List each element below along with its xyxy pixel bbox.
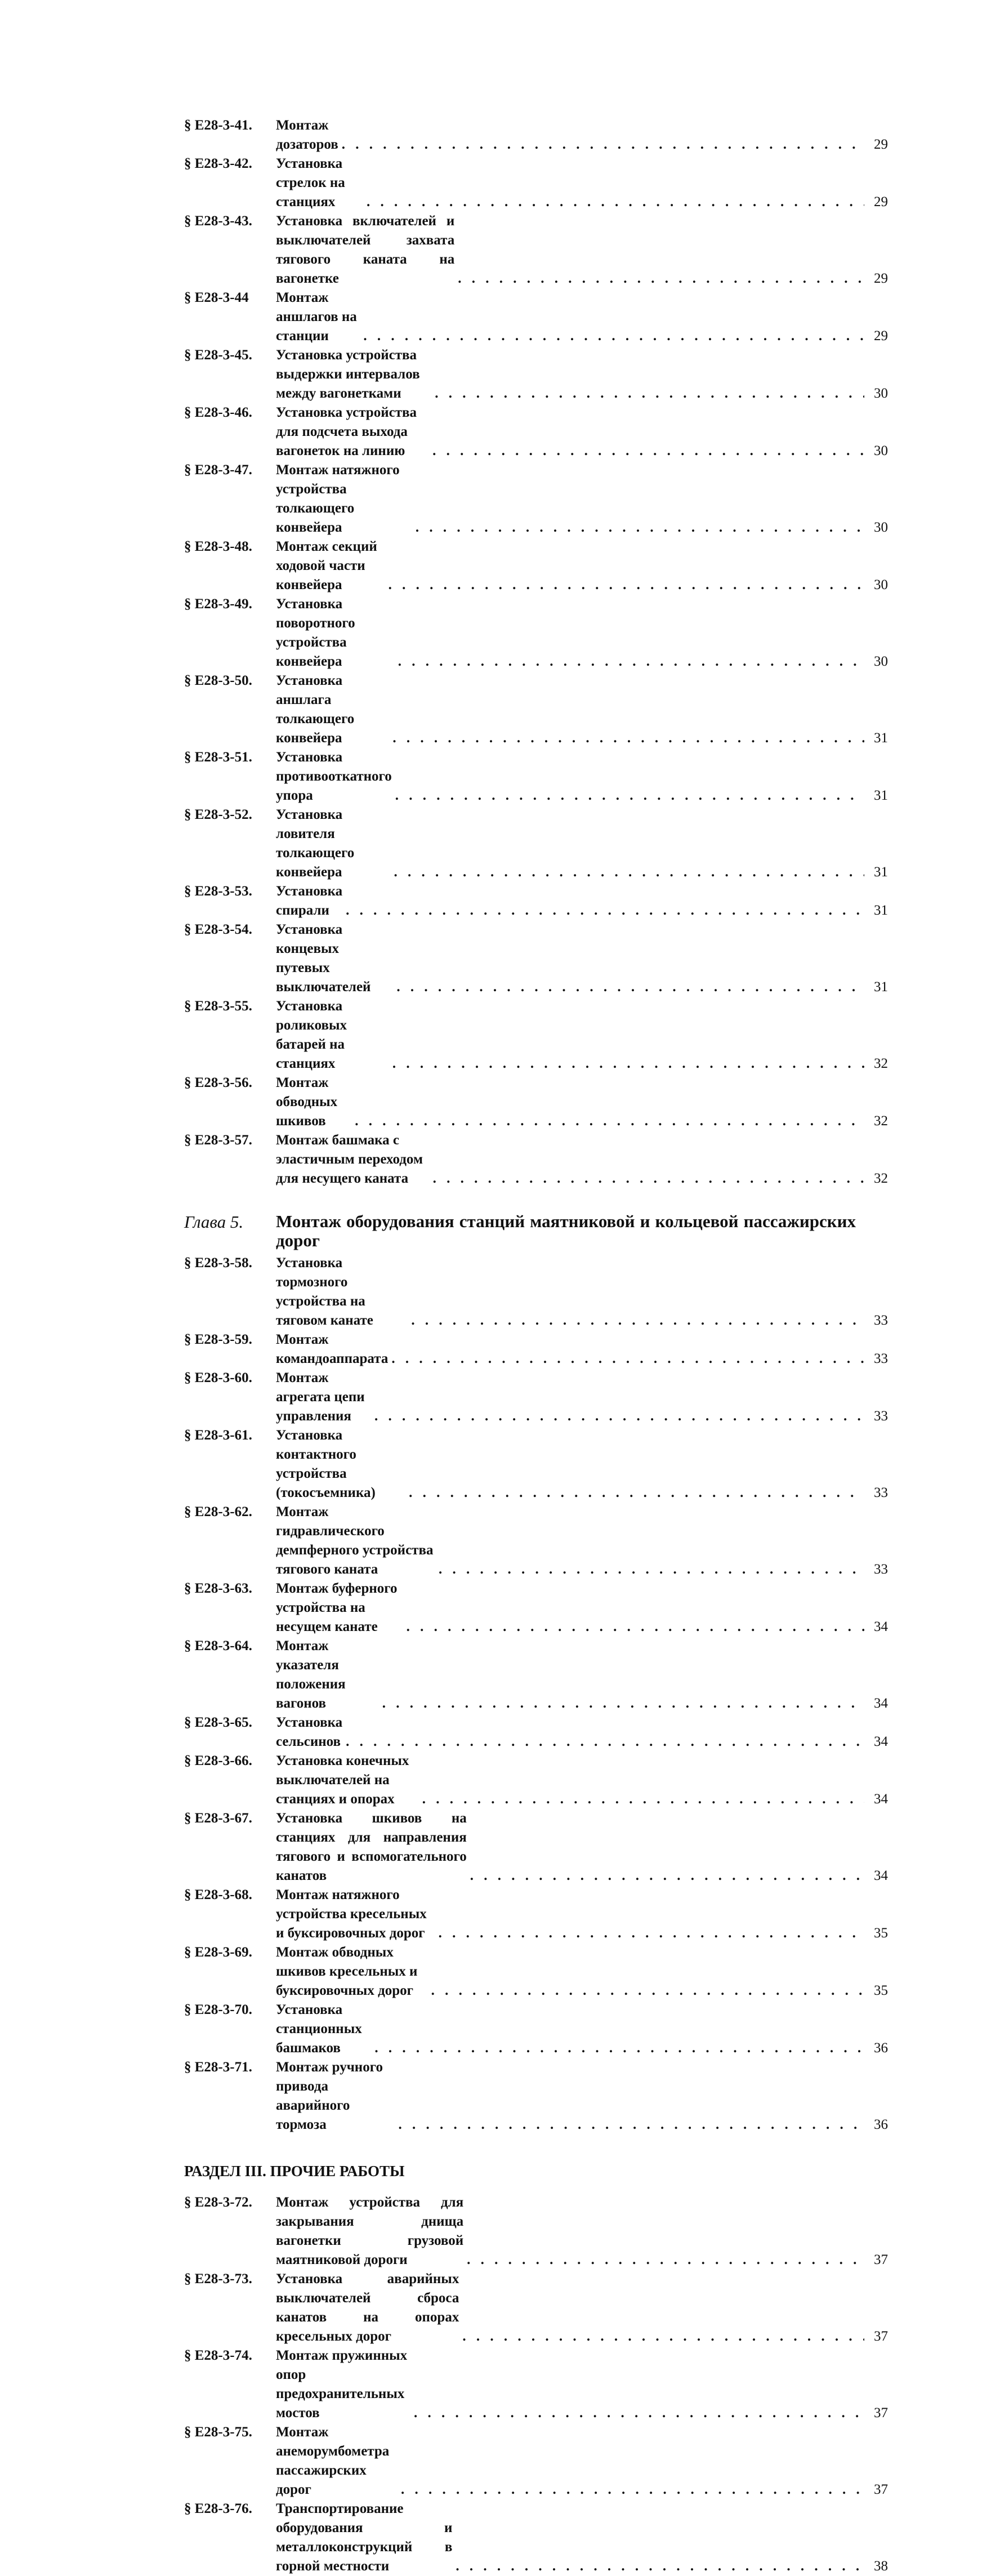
section-number: § Е28-3-73.: [184, 2271, 252, 2287]
toc-entry: [184, 1426, 888, 1503]
section-number: § Е28-3-52.: [184, 807, 252, 822]
page-number: 31: [874, 864, 888, 880]
entry-title: Монтаж анеморумбометра пассажирских дорог: [276, 2425, 390, 2497]
dot-leader: [435, 1924, 864, 1943]
dot-leader: [459, 2327, 864, 2346]
dot-leader: [454, 269, 864, 288]
toc-entry: [184, 537, 888, 595]
section-number: § Е28-3-60.: [184, 1370, 252, 1385]
entry-title: Установка станционных башмаков: [276, 2002, 362, 2056]
toc-entry: [184, 288, 888, 346]
toc-entry: [184, 154, 888, 212]
toc-entry: [184, 2000, 888, 2058]
section-number: § Е28-3-48.: [184, 539, 252, 554]
dot-leader: [393, 978, 864, 997]
page-number: 32: [874, 1171, 888, 1186]
dot-leader: [431, 384, 864, 403]
dot-leader: [351, 1112, 864, 1131]
entry-title: Монтаж башмака с эластичным переходом для несущего каната: [276, 1133, 423, 1186]
page-number: 37: [874, 2405, 888, 2421]
entry-title: Монтаж устройства для закрывания днища вагонетки грузовой маятниковой дороги: [276, 2195, 464, 2267]
dot-leader: [435, 1560, 864, 1579]
section-number: § Е28-3-66.: [184, 1753, 252, 1768]
page-number: 30: [874, 654, 888, 669]
toc-entry: [184, 2058, 888, 2134]
page-number: 30: [874, 443, 888, 458]
section-heading: РАЗДЕЛ III. ПРОЧИЕ РАБОТЫ: [184, 2163, 405, 2180]
page-number: 37: [874, 2252, 888, 2267]
toc-entry: [184, 882, 888, 920]
section-number: § Е28-3-55.: [184, 999, 252, 1014]
section-number: § Е28-3-45.: [184, 347, 252, 363]
section-number: § Е28-3-42.: [184, 156, 252, 171]
page-number: 37: [874, 2482, 888, 2497]
toc-entry: [184, 403, 888, 461]
section-number: § Е28-3-74.: [184, 2348, 252, 2363]
entry-title: Установка поворотного устройства конвейера: [276, 596, 355, 669]
dot-leader: [385, 576, 864, 595]
page-number: 29: [874, 328, 888, 344]
toc-entry: [184, 1943, 888, 2000]
toc-entry: [184, 997, 888, 1073]
section-number: § Е28-3-61.: [184, 1428, 252, 1443]
dot-leader: [428, 1981, 864, 2000]
toc-entry: [184, 595, 888, 671]
page-number: 34: [874, 1791, 888, 1807]
toc-entry: [184, 1330, 888, 1369]
page-number: 29: [874, 271, 888, 286]
toc-entry: [184, 1073, 888, 1131]
dot-leader: [388, 1349, 864, 1369]
section-number: § Е28-3-71.: [184, 2060, 252, 2075]
dot-leader: [403, 1617, 864, 1637]
dot-leader: [408, 1311, 864, 1330]
section-number: § Е28-3-58.: [184, 1255, 252, 1271]
section-number: § Е28-3-72.: [184, 2195, 252, 2210]
toc-entry: [184, 748, 888, 805]
dot-leader: [371, 2039, 864, 2058]
entry-title: Монтаж натяжного устройства кресельных и буксировочных дорог: [276, 1887, 427, 1941]
toc-entry: [184, 1369, 888, 1426]
dot-leader: [389, 1054, 864, 1073]
toc-entry: [184, 1503, 888, 1579]
dot-leader: [395, 2115, 864, 2134]
toc-entry: [184, 1886, 888, 1943]
toc-entry: [184, 671, 888, 748]
dot-leader: [463, 2250, 864, 2270]
section-number: § Е28-3-49.: [184, 596, 252, 612]
toc-entry: [184, 2423, 888, 2499]
toc-entry: [184, 212, 888, 288]
page-number: 31: [874, 788, 888, 803]
entry-title: Монтаж обводных шкивов кресельных и буксировочных дорог: [276, 1945, 418, 1998]
section-number: § Е28-3-65.: [184, 1715, 252, 1730]
entry-title: Установка устройства выдержки интервалов между вагонетками: [276, 347, 420, 401]
dot-leader: [360, 327, 864, 346]
page-number: 38: [874, 2559, 888, 2574]
page-number: 30: [874, 520, 888, 535]
page-number: 33: [874, 1351, 888, 1366]
dot-leader: [342, 1732, 864, 1751]
dot-leader: [371, 1407, 864, 1426]
page-number: 34: [874, 1696, 888, 1711]
toc-entry: [184, 2193, 888, 2270]
toc-entry: [184, 1637, 888, 1713]
toc-group-1: [184, 116, 888, 1188]
page-number: 34: [874, 1619, 888, 1634]
entry-title: Монтаж ручного привода аварийного тормоза: [276, 2060, 383, 2132]
toc-entry: [184, 346, 888, 403]
section-number: § Е28-3-69.: [184, 1945, 252, 1960]
section-number: § Е28-3-67.: [184, 1811, 252, 1826]
section-number: § Е28-3-46.: [184, 405, 252, 420]
toc-entry: [184, 920, 888, 997]
toc-entry: [184, 2346, 888, 2423]
dot-leader: [392, 786, 864, 805]
page-number: 31: [874, 979, 888, 995]
page-number: 31: [874, 730, 888, 746]
entry-title: Установка стрелок на станциях: [276, 156, 345, 210]
dot-leader: [363, 193, 864, 212]
page-number: 32: [874, 1056, 888, 1071]
page-number: 34: [874, 1734, 888, 1749]
entry-title: Установка спирали: [276, 884, 343, 918]
page-number: 32: [874, 1113, 888, 1129]
dot-leader: [467, 1866, 864, 1886]
chapter-label: Глава 5.: [184, 1212, 244, 1232]
entry-title: Монтаж обводных шкивов: [276, 1075, 338, 1129]
section-number: § Е28-3-56.: [184, 1075, 252, 1090]
dot-leader: [412, 518, 864, 537]
section-number: § Е28-3-51.: [184, 750, 252, 765]
entry-title: Установка противооткатного упора: [276, 750, 392, 803]
toc-entry: [184, 2499, 888, 2576]
entry-title: Монтаж дозаторов: [276, 118, 338, 152]
page-number: 31: [874, 903, 888, 918]
dot-leader: [391, 863, 864, 882]
entry-title: Монтаж пружинных опор предохранительных мостов: [276, 2348, 408, 2421]
page-number: 29: [874, 137, 888, 152]
dot-leader: [452, 2557, 864, 2576]
section-number: § Е28-3-75.: [184, 2425, 252, 2440]
toc-entry: [184, 116, 888, 154]
section-number: § Е28-3-44: [184, 290, 249, 305]
toc-entry: [184, 1809, 888, 1886]
section-number: § Е28-3-70.: [184, 2002, 252, 2017]
dot-leader: [430, 1169, 864, 1188]
dot-leader: [342, 901, 864, 920]
section-number: § Е28-3-57.: [184, 1133, 252, 1148]
page-number: 30: [874, 386, 888, 401]
page-number: 33: [874, 1485, 888, 1500]
entry-title: Монтаж буферного устройства на несущем канате: [276, 1581, 398, 1634]
toc-entry: [184, 1254, 888, 1330]
entry-title: Монтаж командоаппарата: [276, 1332, 389, 1366]
page-number: 36: [874, 2040, 888, 2056]
entry-title: Установка включателей и выключателей захвата тягового каната на вагонетке: [276, 213, 455, 286]
entry-title: Установка конечных выключателей на станциях и опорах: [276, 1753, 409, 1807]
entry-title: Установка тормозного устройства на тяговом канате: [276, 1255, 373, 1328]
entry-title: Монтаж аншлагов на станции: [276, 290, 357, 344]
entry-title: Установка роликовых батарей на станциях: [276, 999, 347, 1071]
dot-leader: [389, 729, 864, 748]
toc-entry: [184, 461, 888, 537]
dot-leader: [419, 1790, 864, 1809]
dot-leader: [395, 652, 864, 671]
section-number: § Е28-3-63.: [184, 1581, 252, 1596]
entry-title: Монтаж гидравлического демпферного устройства тягового каната: [276, 1504, 434, 1577]
dot-leader: [398, 2480, 864, 2499]
entry-title: Транспортирование оборудования и металлоконструкций в горной местности: [276, 2501, 453, 2574]
entry-title: Установка аварийных выключателей сброса канатов на опорах кресельных дорог: [276, 2271, 459, 2344]
toc-entry: [184, 1131, 888, 1188]
toc-entry: [184, 805, 888, 882]
toc-page: [184, 116, 888, 2576]
toc-group-3: [184, 2193, 888, 2576]
toc-entry: [184, 2270, 888, 2346]
section-number: § Е28-3-59.: [184, 1332, 252, 1347]
section-number: § Е28-3-53.: [184, 884, 252, 899]
toc-entry: [184, 1713, 888, 1751]
section-number: § Е28-3-64.: [184, 1638, 252, 1654]
section-number: § Е28-3-47.: [184, 462, 252, 478]
section-number: § Е28-3-76.: [184, 2501, 252, 2516]
section-number: § Е28-3-62.: [184, 1504, 252, 1519]
chapter-title: Монтаж оборудования станций маятниковой и кольцевой пассажирских дорог: [276, 1211, 856, 1250]
page-number: 35: [874, 1926, 888, 1941]
entry-title: Монтаж агрегата цепи управления: [276, 1370, 365, 1424]
dot-leader: [379, 1694, 864, 1713]
section-number: § Е28-3-43.: [184, 213, 252, 229]
page-number: 35: [874, 1983, 888, 1998]
chapter-heading: [184, 1212, 888, 1250]
dot-leader: [410, 2404, 864, 2423]
page-number: 33: [874, 1562, 888, 1577]
entry-title: Монтаж секций ходовой части конвейера: [276, 539, 377, 592]
toc-entry: [184, 1751, 888, 1809]
toc-entry: [184, 1579, 888, 1637]
page-number: 29: [874, 194, 888, 210]
page-number: 30: [874, 577, 888, 592]
page-number: 33: [874, 1409, 888, 1424]
section-number: § Е28-3-68.: [184, 1887, 252, 1902]
entry-title: Установка аншлага толкающего конвейера: [276, 673, 355, 746]
section-number: § Е28-3-54.: [184, 922, 252, 937]
entry-title: Установка контактного устройства (токосъемника): [276, 1428, 376, 1500]
entry-title: Установка концевых путевых выключателей: [276, 922, 371, 995]
page-number: 37: [874, 2329, 888, 2344]
page-number: 36: [874, 2117, 888, 2132]
dot-leader: [338, 135, 864, 154]
section-number: § Е28-3-50.: [184, 673, 252, 688]
page-number: 34: [874, 1868, 888, 1883]
section-number: § Е28-3-41.: [184, 118, 252, 133]
page-number: 33: [874, 1313, 888, 1328]
dot-leader: [405, 1483, 864, 1503]
entry-title: Монтаж указателя положения вагонов: [276, 1638, 346, 1711]
toc-group-2: [184, 1254, 888, 2134]
entry-title: Установка шкивов на станциях для направления тягового и вспомогательного канатов: [276, 1811, 467, 1883]
entry-title: Установка сельсинов: [276, 1715, 343, 1749]
dot-leader: [429, 442, 864, 461]
entry-title: Монтаж натяжного устройства толкающего конвейера: [276, 462, 400, 535]
entry-title: Установка ловителя толкающего конвейера: [276, 807, 355, 880]
entry-title: Установка устройства для подсчета выхода вагонеток на линию: [276, 405, 417, 458]
